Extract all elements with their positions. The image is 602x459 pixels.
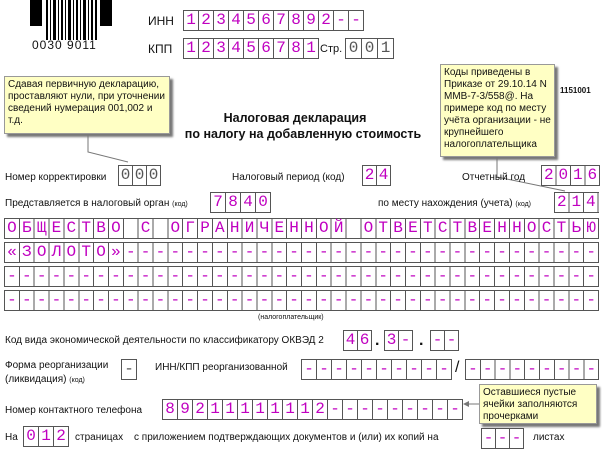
form-code: 1151001: [560, 86, 591, 95]
period-label: Налоговый период (код): [232, 172, 345, 183]
taxpayer-name-row-3[interactable]: ----------------------------------------: [4, 266, 599, 287]
pages-count-field[interactable]: 012: [23, 426, 69, 447]
phone-label: Номер контактного телефона: [5, 405, 143, 416]
reorg-form-field[interactable]: -: [121, 359, 137, 380]
code-suffix: (код): [69, 377, 85, 384]
title-line1: Налоговая декларация: [223, 111, 367, 125]
reorg-kpp-field[interactable]: ---------: [465, 359, 599, 380]
taxpayer-name-row-2[interactable]: «ЗОЛОТО»--------------------------------: [4, 242, 599, 263]
correction-number-field[interactable]: 000: [118, 165, 161, 186]
authority-label: [5, 198, 188, 209]
reorg-label-2-text: (ликвидация): [5, 374, 67, 385]
attach-suffix: листах: [533, 432, 565, 443]
authority-label-text: Представляется в налоговый орган: [5, 198, 170, 209]
page-number-field[interactable]: 001: [345, 38, 394, 59]
page-label: Стр.: [320, 43, 343, 55]
correction-label: Номер корректировки: [5, 172, 107, 183]
tooltip-dashes: Оставшиеся пустые ячейки заполняются прочерками: [479, 384, 597, 424]
reorg-label-1: Форма реорганизации: [5, 360, 109, 371]
okved-part-2[interactable]: 3-: [384, 330, 413, 351]
inn-label: ИНН: [148, 14, 174, 28]
phone-field[interactable]: 89211111112---------: [162, 399, 463, 420]
inn-field[interactable]: 1234567892--: [183, 10, 364, 31]
tax-authority-field[interactable]: 7840: [210, 192, 271, 213]
location-label-text: по месту нахождения (учета): [378, 198, 513, 209]
barcode-number: 0030 9011: [32, 38, 97, 52]
code-suffix: (код): [515, 201, 532, 208]
okved-part-3[interactable]: --: [430, 330, 459, 351]
okved-label: Код вида экономической деятельности по классификатору ОКВЭД 2: [5, 335, 324, 346]
taxpayer-name-row-4[interactable]: ----------------------------------------: [4, 290, 599, 311]
pages-prefix: На: [5, 432, 18, 443]
taxpayer-caption: (налогоплательщик): [258, 314, 324, 321]
location-label: [378, 198, 531, 209]
reorg-label-2: [5, 374, 85, 385]
pages-suffix: страницах: [75, 432, 124, 443]
reorg-inn-field[interactable]: ----------: [301, 359, 452, 380]
kpp-label: КПП: [148, 42, 173, 56]
tooltip-correction: Сдавая первичную декларацию, проставляют нули, при уточнении сведений нумерация 001,002 и т.д.: [4, 76, 170, 134]
tooltip-codes: Коды приведены в Приказе от 29.10.14 N ММВ-7-3/558@. На примере код по месту учёта организации - не крупнейшего налогоплательщика: [440, 64, 555, 157]
okved-separator: .: [375, 332, 380, 349]
okved-part-1[interactable]: 46: [343, 330, 372, 351]
reorg-inn-label: ИНН/КПП реорганизованной: [155, 362, 288, 373]
year-label: Отчетный год: [462, 172, 526, 183]
tax-period-field[interactable]: 24: [362, 165, 391, 186]
attach-label: с приложением подтверждающих документов и (или) их копий на: [134, 432, 439, 443]
reporting-year-field[interactable]: 2016: [541, 165, 600, 186]
kpp-field[interactable]: 123456781: [183, 38, 319, 59]
location-code-field[interactable]: 214: [554, 192, 599, 213]
taxpayer-name-row-1[interactable]: ОБЩЕСТВО С ОГРАНИЧЕННОЙ ОТВЕТСТВЕННОСТЬЮ: [4, 218, 599, 239]
code-suffix: (код): [172, 201, 188, 208]
attach-count-field[interactable]: ---: [481, 428, 524, 449]
title-line2: по налогу на добавленную стоимость: [184, 127, 422, 141]
reorg-separator: /: [455, 359, 460, 376]
okved-separator: .: [419, 332, 424, 349]
